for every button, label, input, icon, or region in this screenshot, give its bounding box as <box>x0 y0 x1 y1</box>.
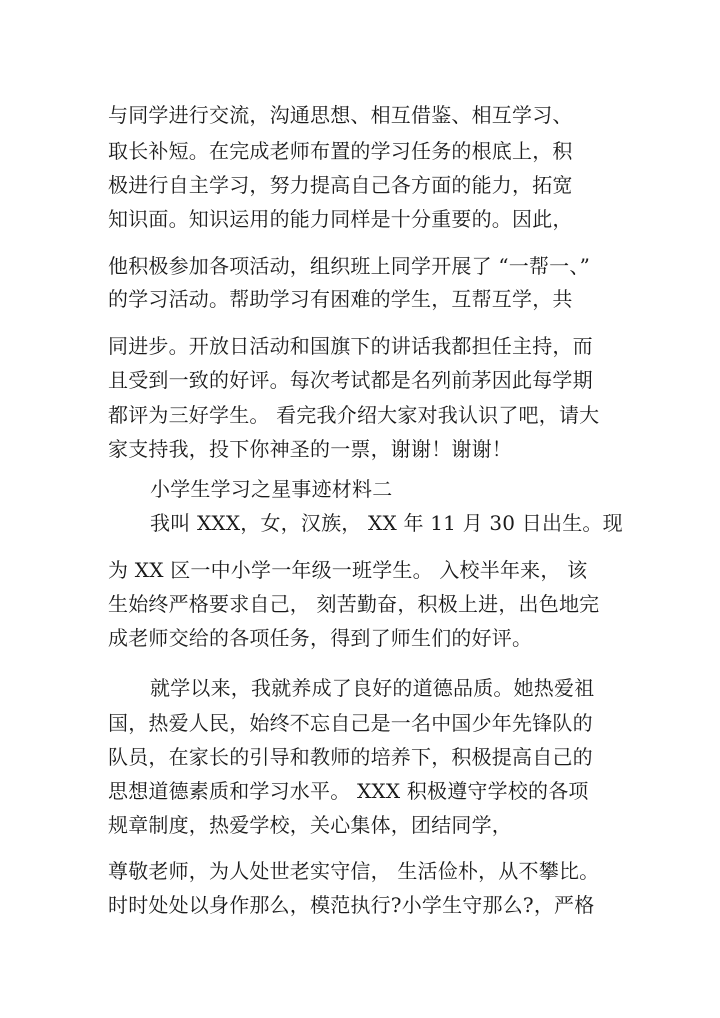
text-line: 就学以来，我就养成了良好的道德品质。她热爱祖 <box>150 676 595 700</box>
text-line: 知识面。知识运用的能力同样是十分重要的。因此， <box>108 207 573 231</box>
text-line: 与同学进行交流，沟通思想、相互借鉴、相互学习、 <box>108 103 573 127</box>
text-line: 国，热爱人民，始终不忘自己是一名中国少年先锋队的 <box>108 711 593 735</box>
text-line: 我叫 XXX，女，汉族， XX 年 11 月 30 日出生。现 <box>150 511 623 535</box>
text-line: 的学习活动。帮助学习有困难的学生，互帮互学，共 <box>108 287 573 311</box>
text-line: 尊敬老师，为人处世老实守信， 生活俭朴，从不攀比。 <box>108 859 600 883</box>
text-line: 为 XX 区一中小学一年级一班学生。 入校半年来， 该 <box>108 558 588 582</box>
section-heading: 小学生学习之星事迹材料二 <box>150 477 393 501</box>
text-line: 队员，在家长的引导和教师的培养下，积极提高自己的 <box>108 745 593 769</box>
text-line: 生始终严格要求自己， 刻苦勤奋，积极上进，出色地完 <box>108 592 600 616</box>
text-line: 都评为三好学生。 看完我介绍大家对我认识了吧，请大 <box>108 403 600 427</box>
text-line: 家支持我，投下你神圣的一票，谢谢！谢谢！ <box>108 437 512 461</box>
text-line: 他积极参加各项活动，组织班上同学开展了 “一帮一、” <box>108 254 591 278</box>
text-line: 极进行自主学习，努力提高自己各方面的能力，拓宽 <box>108 173 573 197</box>
text-line: 成老师交给的各项任务，得到了师生们的好评。 <box>108 626 533 650</box>
text-line: 思想道德素质和学习水平。 XXX 积极遵守学校的各项 <box>108 779 589 803</box>
text-line: 规章制度，热爱学校，关心集体，团结同学， <box>108 813 512 837</box>
text-line: 取长补短。在完成老师布置的学习任务的根底上，积 <box>108 139 573 163</box>
text-line: 时时处处以身作那么，模范执行?小学生守那么?，严格 <box>108 893 595 917</box>
text-line: 同进步。开放日活动和国旗下的讲话我都担任主持，而 <box>108 334 593 358</box>
text-line: 且受到一致的好评。每次考试都是名列前茅因此每学期 <box>108 368 593 392</box>
